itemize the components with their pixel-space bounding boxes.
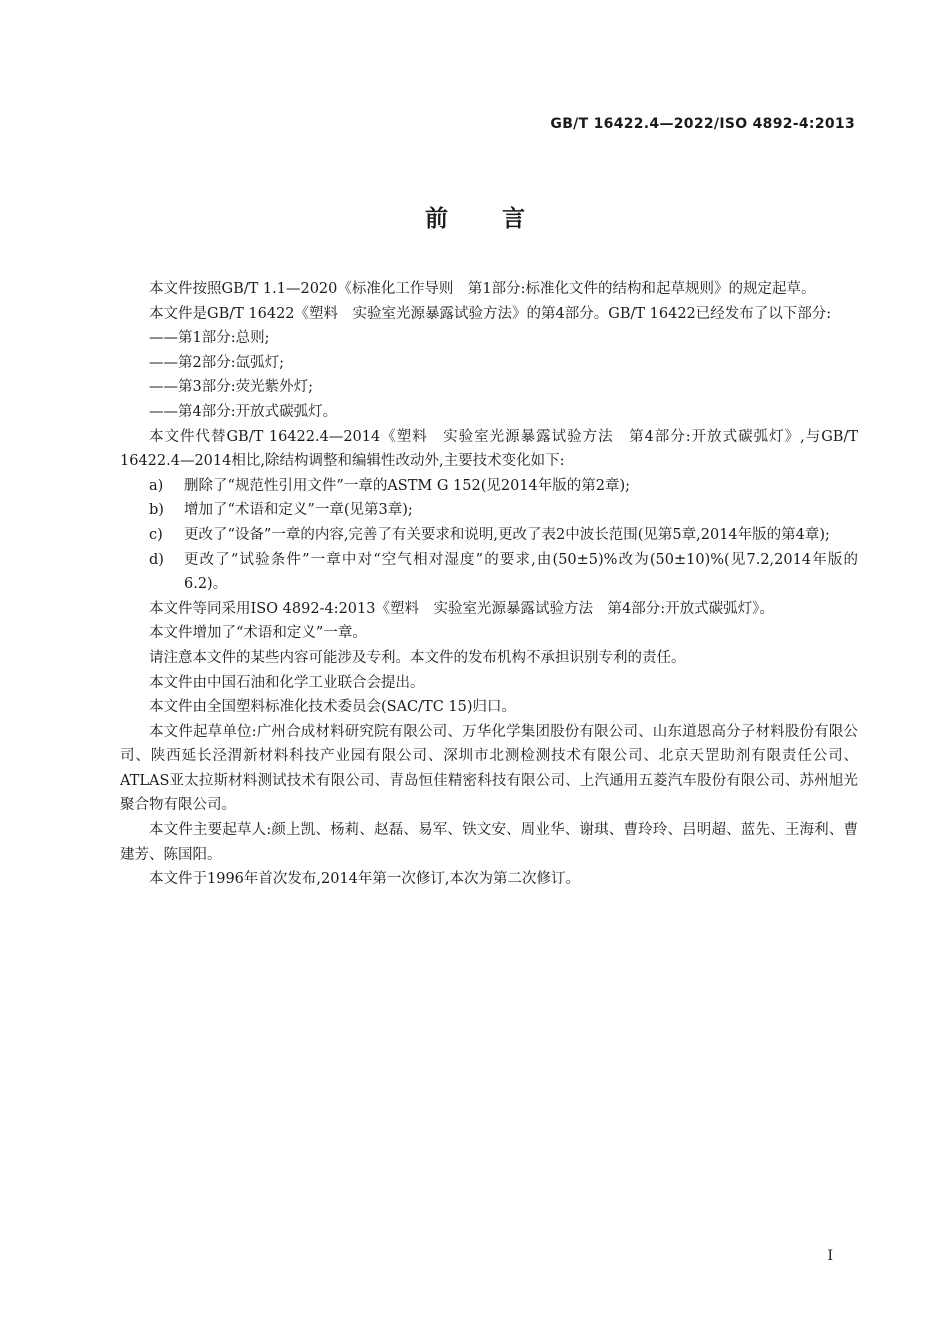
change-item-b <box>120 498 858 523</box>
list-item-part-3: ——第3部分:荧光紫外灯; <box>149 379 313 396</box>
change-marker: d) <box>149 551 164 568</box>
change-marker: b) <box>149 502 164 519</box>
paragraph-proposer: 本文件由中国石油和化学工业联合会提出。 <box>149 674 425 691</box>
change-text: 更改了“试验条件”一章中对“空气相对湿度”的要求,由(50±5)%改为(50±10)%(见7.2,2014年版的6.2)。 <box>184 551 858 593</box>
page-number: I <box>827 1248 833 1264</box>
list-item-part-4: ——第4部分:开放式碳弧灯。 <box>149 403 338 420</box>
change-marker: c) <box>149 526 163 543</box>
paragraph-drafters: 本文件主要起草人:颜上凯、杨莉、赵磊、易军、铁文安、周业华、谢琪、曹玲玲、吕明超、蓝先、王海利、曹建芳、陈国阳。 <box>120 822 858 863</box>
change-item-c <box>120 523 858 548</box>
paragraph-iso-adoption: 本文件等同采用ISO 4892-4:2013《塑料 实验室光源暴露试验方法 第4部分:开放式碳弧灯》。 <box>149 600 774 617</box>
paragraph-drafting-rules: 本文件按照GB/T 1.1—2020《标准化工作导则 第1部分:标准化文件的结构和起草规则》的规定起草。 <box>149 281 816 297</box>
change-text: 增加了“术语和定义”一章(见第3章); <box>184 502 413 519</box>
paragraph-history: 本文件于1996年首次发布,2014年第一次修订,本次为第二次修订。 <box>149 871 581 888</box>
change-text: 更改了“设备”一章的内容,完善了有关要求和说明,更改了表2中波长范围(见第5章,2014年版的第4章); <box>184 526 830 543</box>
paragraph-added-chapter: 本文件增加了“术语和定义”一章。 <box>149 625 367 642</box>
change-text: 删除了“规范性引用文件”一章的ASTM G 152(见2014年版的第2章); <box>184 477 631 494</box>
paragraph-series-parts: 本文件是GB/T 16422《塑料 实验室光源暴露试验方法》的第4部分。GB/T 16422已经发布了以下部分: <box>149 305 832 322</box>
standard-code: GB/T 16422.4—2022/ISO 4892-4:2013 <box>550 116 855 132</box>
change-marker: a) <box>149 477 164 494</box>
paragraph-committee: 本文件由全国塑料标准化技术委员会(SAC/TC 15)归口。 <box>149 699 517 716</box>
list-item-part-1: ——第1部分:总则; <box>149 330 270 347</box>
page-title: 前言 <box>425 206 579 232</box>
change-item-d <box>120 548 858 597</box>
foreword-body <box>120 277 858 892</box>
paragraph-replacement: 本文件代替GB/T 16422.4—2014《塑料 实验室光源暴露试验方法 第4部分:开放式碳弧灯》,与GB/T 16422.4—2014相比,除结构调整和编辑性改动外,主要技术变化如下: <box>120 428 858 470</box>
paragraph-drafting-units: 本文件起草单位:广州合成材料研究院有限公司、万华化学集团股份有限公司、山东道恩高分子材料股份有限公司、陕西延长泾渭新材料科技产业园有限公司、深圳市北测检测技术有限公司、北京天罡助剂有限责任公司、ATLAS亚太拉斯材料测试技术有限公司、青岛恒佳精密科技有限公司、上汽通用五菱汽车股份有限公司、苏州旭光聚合物有限公司。 <box>120 723 858 814</box>
paragraph-patent-notice: 请注意本文件的某些内容可能涉及专利。本文件的发布机构不承担识别专利的责任。 <box>149 649 686 666</box>
list-item-part-2: ——第2部分:氙弧灯; <box>149 354 284 371</box>
change-item-a <box>120 474 858 499</box>
